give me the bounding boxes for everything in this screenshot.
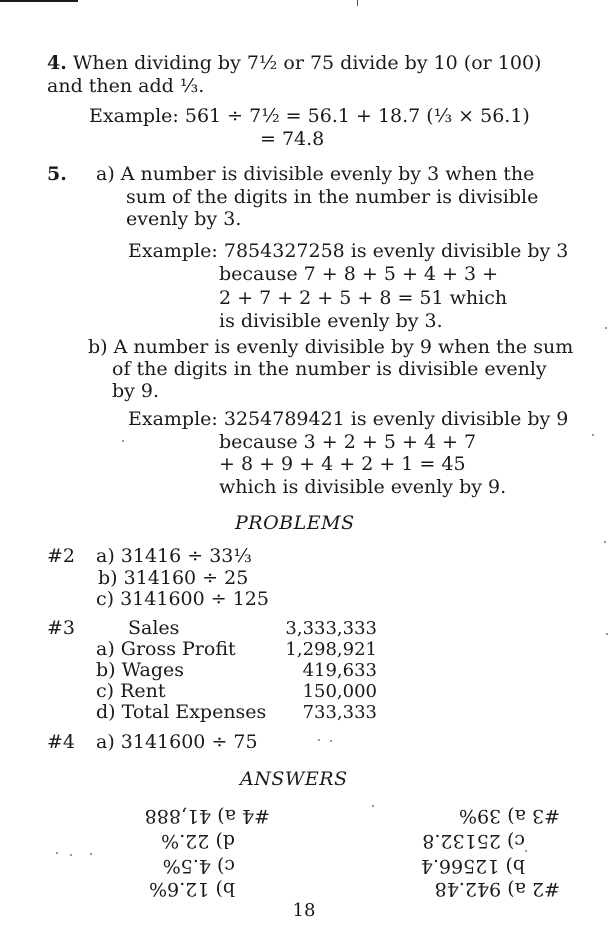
problem3-row-value: 733,333	[302, 702, 377, 723]
rule5-a-example-line2: because 7 + 8 + 5 + 4 + 3 +	[219, 263, 499, 285]
rule5-a-example-label: Example:	[128, 240, 218, 262]
answer-line: #4 a) 41,888	[144, 805, 270, 827]
rule5-a-line1: a) A number is divisible evenly by 3 when the	[96, 163, 535, 185]
problem3-row-label: b) Wages	[96, 659, 184, 681]
rule5-a-example-line1: Example: 7854327258 is evenly divisible by 3	[128, 240, 569, 262]
rule5-b-line3: by 9.	[112, 380, 160, 402]
rule4-example-label: Example:	[89, 105, 179, 127]
rule4-example-text1: 561 ÷ 7½ = 56.1 + 18.7 (⅓ × 56.1)	[184, 105, 530, 127]
problem3-row-label: d) Total Expenses	[96, 701, 267, 723]
problem3-row-label: Sales	[128, 617, 180, 639]
problem3-label: #3	[47, 617, 76, 639]
scan-speck	[592, 434, 594, 436]
answer-line: #3 a) 39%	[458, 805, 560, 827]
problem3-row-value: 1,298,921	[285, 639, 377, 660]
scan-speck	[122, 440, 124, 442]
rule4-text1: When dividing by 7½ or 75 divide by 10 (or 100)	[72, 52, 542, 74]
problem2-c: c) 3141600 ÷ 125	[96, 588, 269, 610]
rule4-number: 4.	[47, 52, 67, 74]
scan-speck	[330, 740, 332, 742]
answer-line: b) 12.6%	[149, 878, 235, 900]
rule5-b-example-line2: because 3 + 2 + 5 + 4 + 7	[219, 431, 477, 453]
scan-speck	[605, 327, 607, 329]
rule5-b-example-line1: Example: 3254789421 is evenly divisible by 9	[128, 408, 569, 430]
rule4-line1	[47, 52, 541, 75]
rule4-example-line2: = 74.8	[260, 128, 325, 150]
scan-speck	[372, 805, 374, 807]
answer-line: #2 a) 942.48	[434, 878, 560, 900]
answers-heading: ANSWERS	[240, 768, 348, 790]
problems-heading: PROBLEMS	[235, 512, 355, 534]
scan-speck	[70, 854, 72, 856]
answer-line: c) 4.5%	[162, 855, 235, 877]
problem3-row-value: 419,633	[302, 660, 377, 681]
scan-speck	[56, 852, 58, 854]
page-number: 18	[292, 900, 316, 921]
problem3-row-label: c) Rent	[96, 680, 166, 702]
rule5-a-line2: sum of the digits in the number is divisible	[126, 186, 539, 208]
rule5-b-example-line3: + 8 + 9 + 4 + 2 + 1 = 45	[219, 453, 466, 475]
answer-line: b) 12566.4	[420, 855, 525, 877]
rule5-b-example-label: Example:	[128, 408, 218, 430]
top-tick	[357, 0, 358, 6]
problem4-a: a) 3141600 ÷ 75	[96, 731, 258, 753]
answer-line: c) 25132.8	[422, 830, 525, 852]
scan-speck	[525, 850, 527, 852]
scan-speck	[318, 739, 320, 741]
rule5-b-example-line4: which is divisible evenly by 9.	[219, 476, 507, 498]
answer-line: d) 22.%	[161, 830, 235, 852]
rule5-a-example-line3: 2 + 7 + 2 + 5 + 8 = 51 which	[219, 287, 508, 309]
rule5-b-line1: b) A number is evenly divisible by 9 when the sum	[88, 336, 574, 358]
problem4-label: #4	[47, 731, 76, 753]
problem3-row-value: 3,333,333	[285, 618, 377, 639]
problem2-b: b) 314160 ÷ 25	[98, 567, 249, 589]
rule5-a-line3: evenly by 3.	[126, 208, 242, 230]
scan-speck	[604, 541, 606, 543]
problem3-row-label: a) Gross Profit	[96, 638, 236, 660]
top-rule	[0, 0, 78, 2]
problem2-a: a) 31416 ÷ 33⅓	[96, 545, 252, 567]
rule4-example-line1	[89, 105, 530, 128]
rule5-b-line2: of the digits in the number is divisible evenly	[112, 358, 547, 380]
rule5-number: 5.	[47, 163, 67, 185]
answers-upside-down	[40, 796, 560, 900]
problem2-label: #2	[47, 545, 76, 567]
rule5-a-example-line4: is divisible evenly by 3.	[219, 310, 443, 332]
problem3-row-value: 150,000	[302, 681, 377, 702]
scan-speck	[90, 853, 92, 855]
rule4-line2: and then add ⅓.	[47, 75, 205, 97]
